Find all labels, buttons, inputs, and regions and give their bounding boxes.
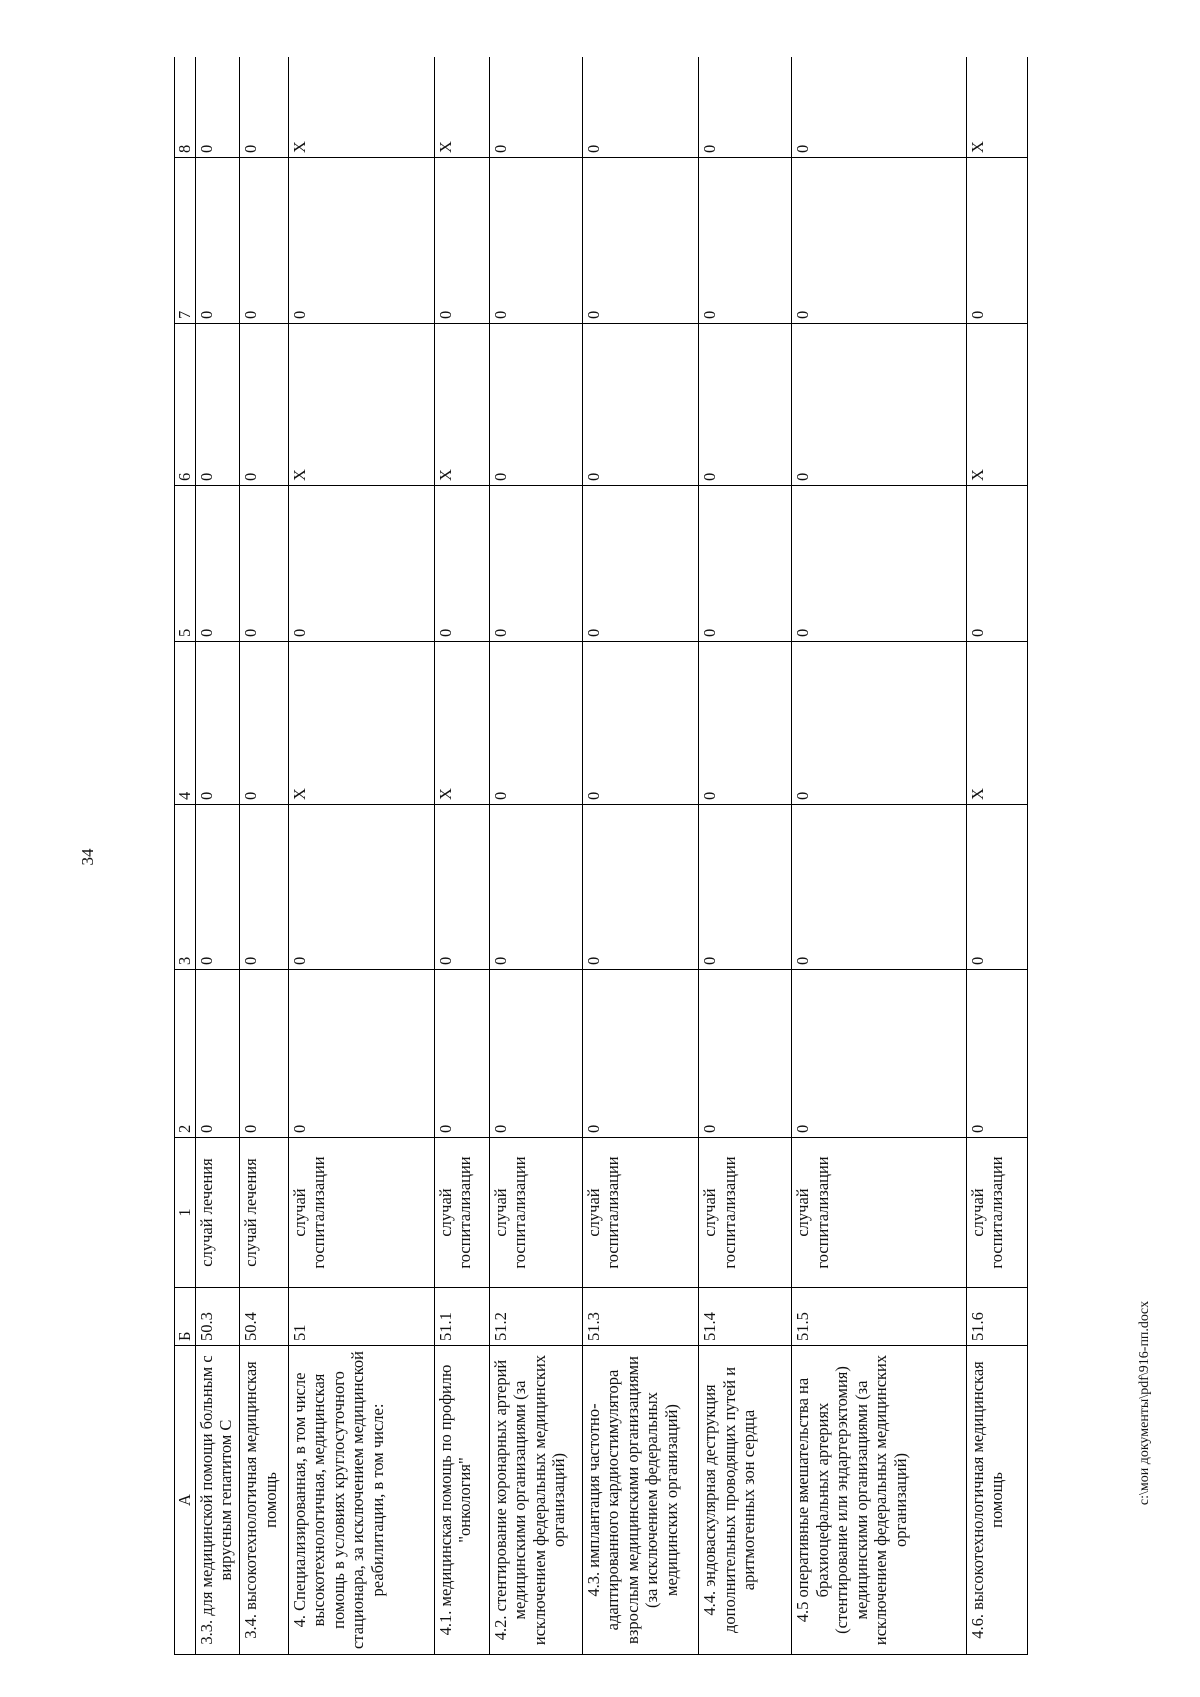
row-name-cell: 4.3. имплантация частотно-адаптированного кардиостимулятора взрослым медицинскими организациями (за исключением федеральных медицинских организаций) — [582, 1346, 698, 1655]
value-cell: X — [289, 642, 435, 805]
column-header-4: 4 — [175, 642, 196, 805]
row-name-cell: 4.4. эндоваскулярная деструкция дополнительных проводящих путей и аритмогенных зон сердца — [699, 1346, 792, 1655]
column-header-7: 7 — [175, 158, 196, 324]
row-code-cell: 51.3 — [582, 1288, 698, 1346]
value-cell: 0 — [240, 642, 289, 805]
data-table — [174, 57, 1028, 1655]
column-header-1: 1 — [175, 1138, 196, 1288]
unit-cell: случай лечения — [240, 1138, 289, 1288]
table-row — [196, 57, 240, 1655]
value-cell: 0 — [699, 805, 792, 970]
row-name-cell: 4.6. высокотехнологичная медицинская помощь — [966, 1346, 1027, 1655]
column-header-2: 2 — [175, 970, 196, 1138]
value-cell: 0 — [196, 57, 240, 158]
row-name-cell: 4.1. медицинская помощь по профилю "онкология" — [434, 1346, 489, 1655]
column-header-5: 5 — [175, 486, 196, 642]
value-cell: 0 — [792, 486, 966, 642]
row-code-cell: 50.4 — [240, 1288, 289, 1346]
value-cell: X — [966, 324, 1027, 486]
value-cell: 0 — [289, 158, 435, 324]
unit-cell: случай госпитализации — [289, 1138, 435, 1288]
table-container — [174, 57, 1028, 1655]
unit-cell: случай госпитализации — [489, 1138, 582, 1288]
value-cell: 0 — [289, 970, 435, 1138]
unit-cell: случай госпитализации — [434, 1138, 489, 1288]
value-cell: 0 — [434, 805, 489, 970]
row-name-cell: 4. Специализированная, в том числе высокотехнологичная, медицинская помощь в условиях круглосуточного стационара, за исключением медицинской реабилитации, в том числе: — [289, 1346, 435, 1655]
value-cell: 0 — [582, 57, 698, 158]
value-cell: 0 — [699, 970, 792, 1138]
table-row — [434, 57, 489, 1655]
row-code-cell: 51.6 — [966, 1288, 1027, 1346]
value-cell: X — [289, 57, 435, 158]
value-cell: 0 — [489, 57, 582, 158]
value-cell: 0 — [582, 324, 698, 486]
value-cell: 0 — [240, 970, 289, 1138]
value-cell: 0 — [582, 486, 698, 642]
value-cell: 0 — [489, 486, 582, 642]
table-row — [240, 57, 289, 1655]
table-row — [289, 57, 435, 1655]
value-cell: 0 — [289, 805, 435, 970]
column-header-b: Б — [175, 1288, 196, 1346]
value-cell: 0 — [966, 486, 1027, 642]
column-header-8: 8 — [175, 57, 196, 158]
value-cell: 0 — [966, 805, 1027, 970]
row-code-cell: 51.5 — [792, 1288, 966, 1346]
column-header-6: 6 — [175, 324, 196, 486]
value-cell: 0 — [582, 970, 698, 1138]
value-cell: 0 — [699, 158, 792, 324]
value-cell: 0 — [240, 324, 289, 486]
value-cell: X — [289, 324, 435, 486]
value-cell: 0 — [489, 970, 582, 1138]
row-name-cell: 4.5 оперативные вмешательства на брахиоцефальных артериях (стентирование или эндартерэктомия) медицинскими организациями (за исключением федеральных медицинских организаций) — [792, 1346, 966, 1655]
value-cell: 0 — [792, 57, 966, 158]
table-row — [699, 57, 792, 1655]
table-row — [582, 57, 698, 1655]
row-code-cell: 51.1 — [434, 1288, 489, 1346]
unit-cell: случай госпитализации — [966, 1138, 1027, 1288]
value-cell: X — [966, 642, 1027, 805]
value-cell: 0 — [582, 158, 698, 324]
value-cell: 0 — [582, 805, 698, 970]
value-cell: X — [434, 324, 489, 486]
value-cell: 0 — [699, 642, 792, 805]
header-row — [175, 57, 196, 1655]
column-header-a: А — [175, 1346, 196, 1655]
value-cell: 0 — [196, 970, 240, 1138]
value-cell: 0 — [489, 158, 582, 324]
value-cell: 0 — [434, 970, 489, 1138]
value-cell: 0 — [582, 642, 698, 805]
value-cell: 0 — [792, 642, 966, 805]
row-name-cell: 3.3. для медицинской помощи больным с вирусным гепатитом С — [196, 1346, 240, 1655]
value-cell: 0 — [966, 158, 1027, 324]
value-cell: 0 — [196, 324, 240, 486]
row-code-cell: 51.4 — [699, 1288, 792, 1346]
value-cell: 0 — [196, 642, 240, 805]
value-cell: 0 — [240, 805, 289, 970]
value-cell: X — [434, 57, 489, 158]
row-name-cell: 4.2. стентирование коронарных артерий медицинскими организациями (за исключением федеральных медицинских организаций) — [489, 1346, 582, 1655]
page-number: 34 — [78, 848, 97, 866]
row-code-cell: 51.2 — [489, 1288, 582, 1346]
value-cell: 0 — [792, 324, 966, 486]
value-cell: 0 — [196, 486, 240, 642]
table-row — [966, 57, 1027, 1655]
footer-file-path-text: c:\мои документы\pdf\916-пп.docx — [1137, 1300, 1152, 1506]
value-cell: 0 — [240, 57, 289, 158]
unit-cell: случай госпитализации — [582, 1138, 698, 1288]
value-cell: 0 — [434, 486, 489, 642]
column-header-3: 3 — [175, 805, 196, 970]
unit-cell: случай госпитализации — [792, 1138, 966, 1288]
row-code-cell: 51 — [289, 1288, 435, 1346]
unit-cell: случай госпитализации — [699, 1138, 792, 1288]
table-row — [489, 57, 582, 1655]
row-code-cell: 50.3 — [196, 1288, 240, 1346]
value-cell: 0 — [289, 486, 435, 642]
value-cell: 0 — [240, 486, 289, 642]
value-cell: 0 — [966, 970, 1027, 1138]
value-cell: 0 — [699, 486, 792, 642]
value-cell: X — [434, 642, 489, 805]
value-cell: 0 — [699, 324, 792, 486]
value-cell: 0 — [489, 324, 582, 486]
value-cell: 0 — [792, 158, 966, 324]
value-cell: 0 — [489, 805, 582, 970]
unit-cell: случай лечения — [196, 1138, 240, 1288]
value-cell: 0 — [240, 158, 289, 324]
value-cell: 0 — [489, 642, 582, 805]
value-cell: 0 — [196, 805, 240, 970]
value-cell: 0 — [196, 158, 240, 324]
table-row — [792, 57, 966, 1655]
value-cell: 0 — [792, 805, 966, 970]
value-cell: 0 — [434, 158, 489, 324]
value-cell: 0 — [792, 970, 966, 1138]
value-cell: X — [966, 57, 1027, 158]
value-cell: 0 — [699, 57, 792, 158]
row-name-cell: 3.4. высокотехнологичная медицинская помощь — [240, 1346, 289, 1655]
